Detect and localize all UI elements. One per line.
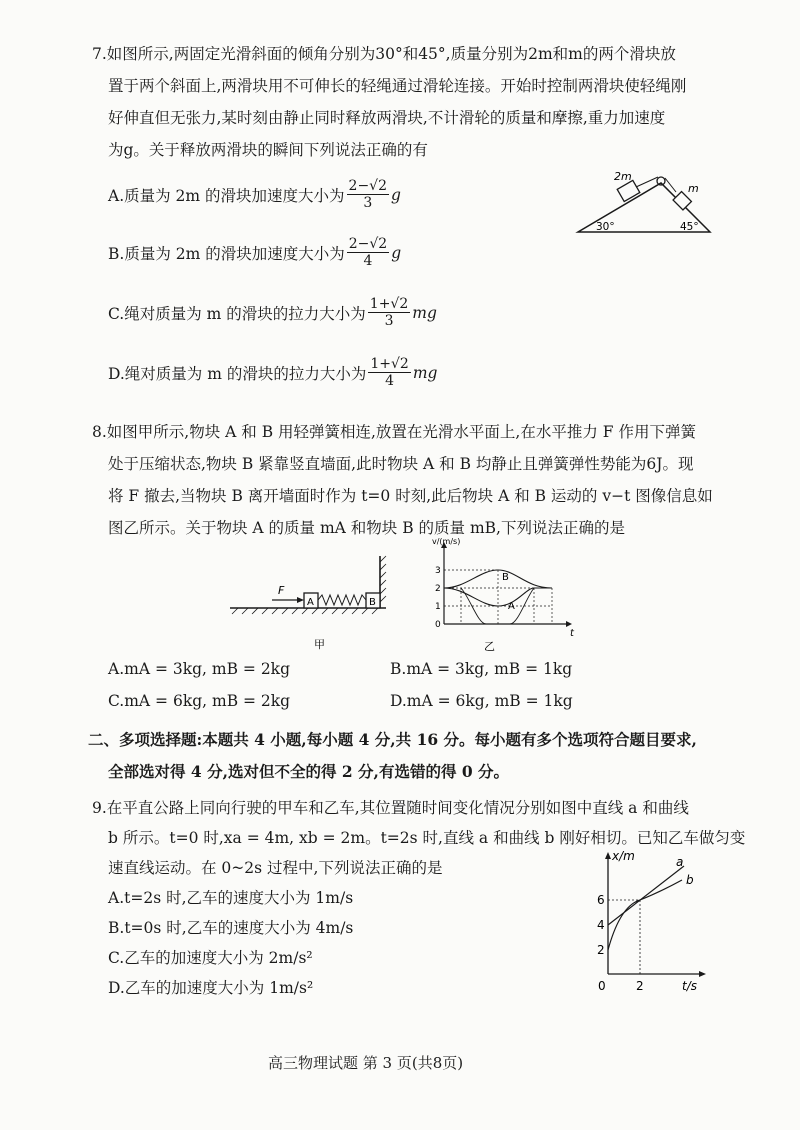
q7-line-3: 好伸直但无张力,某时刻由静止同时释放两滑块,不计滑轮的质量和摩擦,重力加速度 bbox=[108, 109, 666, 127]
q9-option-c[interactable]: C.乙车的加速度大小为 2m/s² bbox=[108, 949, 313, 967]
label-m: m bbox=[688, 182, 699, 195]
q8-figure-jia bbox=[226, 548, 396, 658]
t-axis-label: t/s bbox=[682, 979, 697, 993]
t-axis-arrow bbox=[699, 971, 706, 977]
q7-option-b[interactable] bbox=[108, 236, 401, 269]
q7-option-c-fraction: $\frac{1+√2}{3}$ bbox=[369, 296, 409, 330]
floor-hatch bbox=[232, 608, 378, 614]
q7-option-b-suffix: g bbox=[391, 243, 402, 262]
caption-yi: 乙 bbox=[484, 640, 495, 653]
label-angle-45: 45° bbox=[680, 221, 699, 233]
q7-line-4: 为g。关于释放两滑块的瞬间下列说法正确的有 bbox=[108, 141, 428, 159]
guide-lines bbox=[444, 570, 552, 624]
q7-option-c[interactable] bbox=[108, 296, 437, 329]
tick-1: 1 bbox=[435, 602, 441, 612]
q8-option-d[interactable]: D.mA = 6kg, mB = 1kg bbox=[390, 692, 573, 710]
q9-line-1: 9.在平直公路上同向行驶的甲车和乙车,其位置随时间变化情况分别如图中直线 a 和曲线 bbox=[92, 799, 689, 817]
q7-option-a-text: A.质量为 2m 的滑块加速度大小为 bbox=[108, 186, 345, 205]
label-angle-30: 30° bbox=[596, 221, 615, 233]
tick-2: 2 bbox=[435, 584, 441, 594]
x-axis-arrow bbox=[605, 852, 611, 859]
wall-hatch bbox=[380, 556, 386, 602]
label-curve-b: B bbox=[502, 572, 509, 583]
tick-t2: 2 bbox=[636, 979, 644, 993]
q8-option-a[interactable]: A.mA = 3kg, mB = 2kg bbox=[108, 660, 290, 678]
rope-left bbox=[636, 177, 658, 187]
q7-option-c-suffix: mg bbox=[412, 303, 437, 322]
q7-option-c-text: C.绳对质量为 m 的滑块的拉力大小为 bbox=[108, 304, 366, 323]
q8-line-4: 图乙所示。关于物块 A 的质量 mA 和物块 B 的质量 mB,下列说法正确的是 bbox=[108, 519, 625, 537]
q7-option-d[interactable] bbox=[108, 356, 437, 389]
tick-4: 4 bbox=[597, 918, 605, 932]
q8-line-2: 处于压缩状态,物块 B 紧靠竖直墙面,此时物块 A 和 B 均静止且弹簧弹性势能为6J。现 bbox=[108, 455, 694, 473]
label-curve-a: A bbox=[508, 601, 515, 612]
q7-option-d-fraction: $\frac{1+√2}{4}$ bbox=[370, 356, 409, 390]
q9-line-3: 速直线运动。在 0~2s 过程中,下列说法正确的是 bbox=[108, 859, 443, 877]
q9-option-a[interactable]: A.t=2s 时,乙车的速度大小为 1m/s bbox=[108, 889, 354, 907]
label-force: F bbox=[278, 584, 285, 597]
tick-2: 2 bbox=[597, 943, 605, 957]
q7-incline-figure bbox=[570, 168, 720, 240]
q7-option-a[interactable] bbox=[108, 178, 401, 211]
tick-6: 6 bbox=[597, 893, 605, 907]
guide-lines bbox=[608, 900, 640, 974]
q7-line-1: 7.如图所示,两固定光滑斜面的倾角分别为30°和45°,质量分别为2m和m的两个滑块放 bbox=[92, 45, 676, 63]
label-block-a: A bbox=[307, 597, 314, 608]
label-2m: 2m bbox=[614, 170, 632, 183]
line-a bbox=[608, 866, 684, 925]
q7-line-2: 置于两个斜面上,两滑块用不可伸长的轻绳通过滑轮连接。开始时控制两滑块使轻绳刚 bbox=[108, 77, 687, 95]
q9-xt-graph bbox=[590, 848, 720, 996]
label-curve-b: b bbox=[686, 873, 694, 887]
page-footer: 高三物理试题 第 3 页(共8页) bbox=[268, 1054, 464, 1072]
label-block-b: B bbox=[369, 597, 376, 608]
q7-option-d-text: D.绳对质量为 m 的滑块的拉力大小为 bbox=[108, 364, 367, 383]
section-2-heading: 二、多项选择题:本题共 4 小题,每小题 4 分,共 16 分。每小题有多个选项符合题目要求, bbox=[88, 730, 697, 749]
t-axis-arrow bbox=[566, 621, 572, 627]
q8-option-c[interactable]: C.mA = 6kg, mB = 2kg bbox=[108, 692, 291, 710]
tick-0: 0 bbox=[435, 620, 441, 630]
q8-line-3: 将 F 撤去,当物块 B 离开墙面时作为 t=0 时刻,此后物块 A 和 B 运动的 v−t 图像信息如 bbox=[108, 487, 713, 505]
q8-option-b[interactable]: B.mA = 3kg, mB = 1kg bbox=[390, 660, 573, 678]
q9-option-b[interactable]: B.t=0s 时,乙车的速度大小为 4m/s bbox=[108, 919, 354, 937]
spring bbox=[318, 595, 366, 605]
q7-option-a-suffix: g bbox=[391, 185, 401, 204]
q9-option-d[interactable]: D.乙车的加速度大小为 1m/s² bbox=[108, 979, 314, 997]
q9-line-2: b 所示。t=0 时,xa = 4m, xb = 2m。t=2s 时,直线 a 和曲线 b 刚好相切。已知乙车做匀变 bbox=[108, 829, 746, 847]
q8-line-1: 8.如图甲所示,物块 A 和 B 用轻弹簧相连,放置在光滑水平面上,在水平推力 F 作用下弹簧 bbox=[92, 423, 696, 441]
q8-figure-yi bbox=[430, 536, 580, 658]
q7-option-b-fraction: $\frac{2-√2}{4}$ bbox=[348, 236, 388, 270]
force-arrowhead bbox=[297, 597, 304, 603]
v-axis-label: v/(m/s) bbox=[432, 537, 461, 546]
q7-option-a-fraction: $\frac{2-√2}{3}$ bbox=[348, 178, 388, 212]
caption-jia: 甲 bbox=[314, 638, 325, 651]
q7-option-d-suffix: mg bbox=[412, 363, 438, 382]
tick-3: 3 bbox=[435, 566, 441, 576]
tick-origin: 0 bbox=[598, 979, 606, 993]
t-axis-label: t bbox=[570, 628, 574, 639]
rope-right bbox=[665, 178, 676, 192]
x-axis-label: x/m bbox=[612, 849, 635, 863]
label-line-a: a bbox=[676, 855, 684, 869]
curve-b bbox=[608, 880, 682, 950]
q7-option-b-text: B.质量为 2m 的滑块加速度大小为 bbox=[108, 244, 345, 263]
section-2-instructions: 全部选对得 4 分,选对但不全的得 2 分,有选错的得 0 分。 bbox=[108, 762, 510, 781]
